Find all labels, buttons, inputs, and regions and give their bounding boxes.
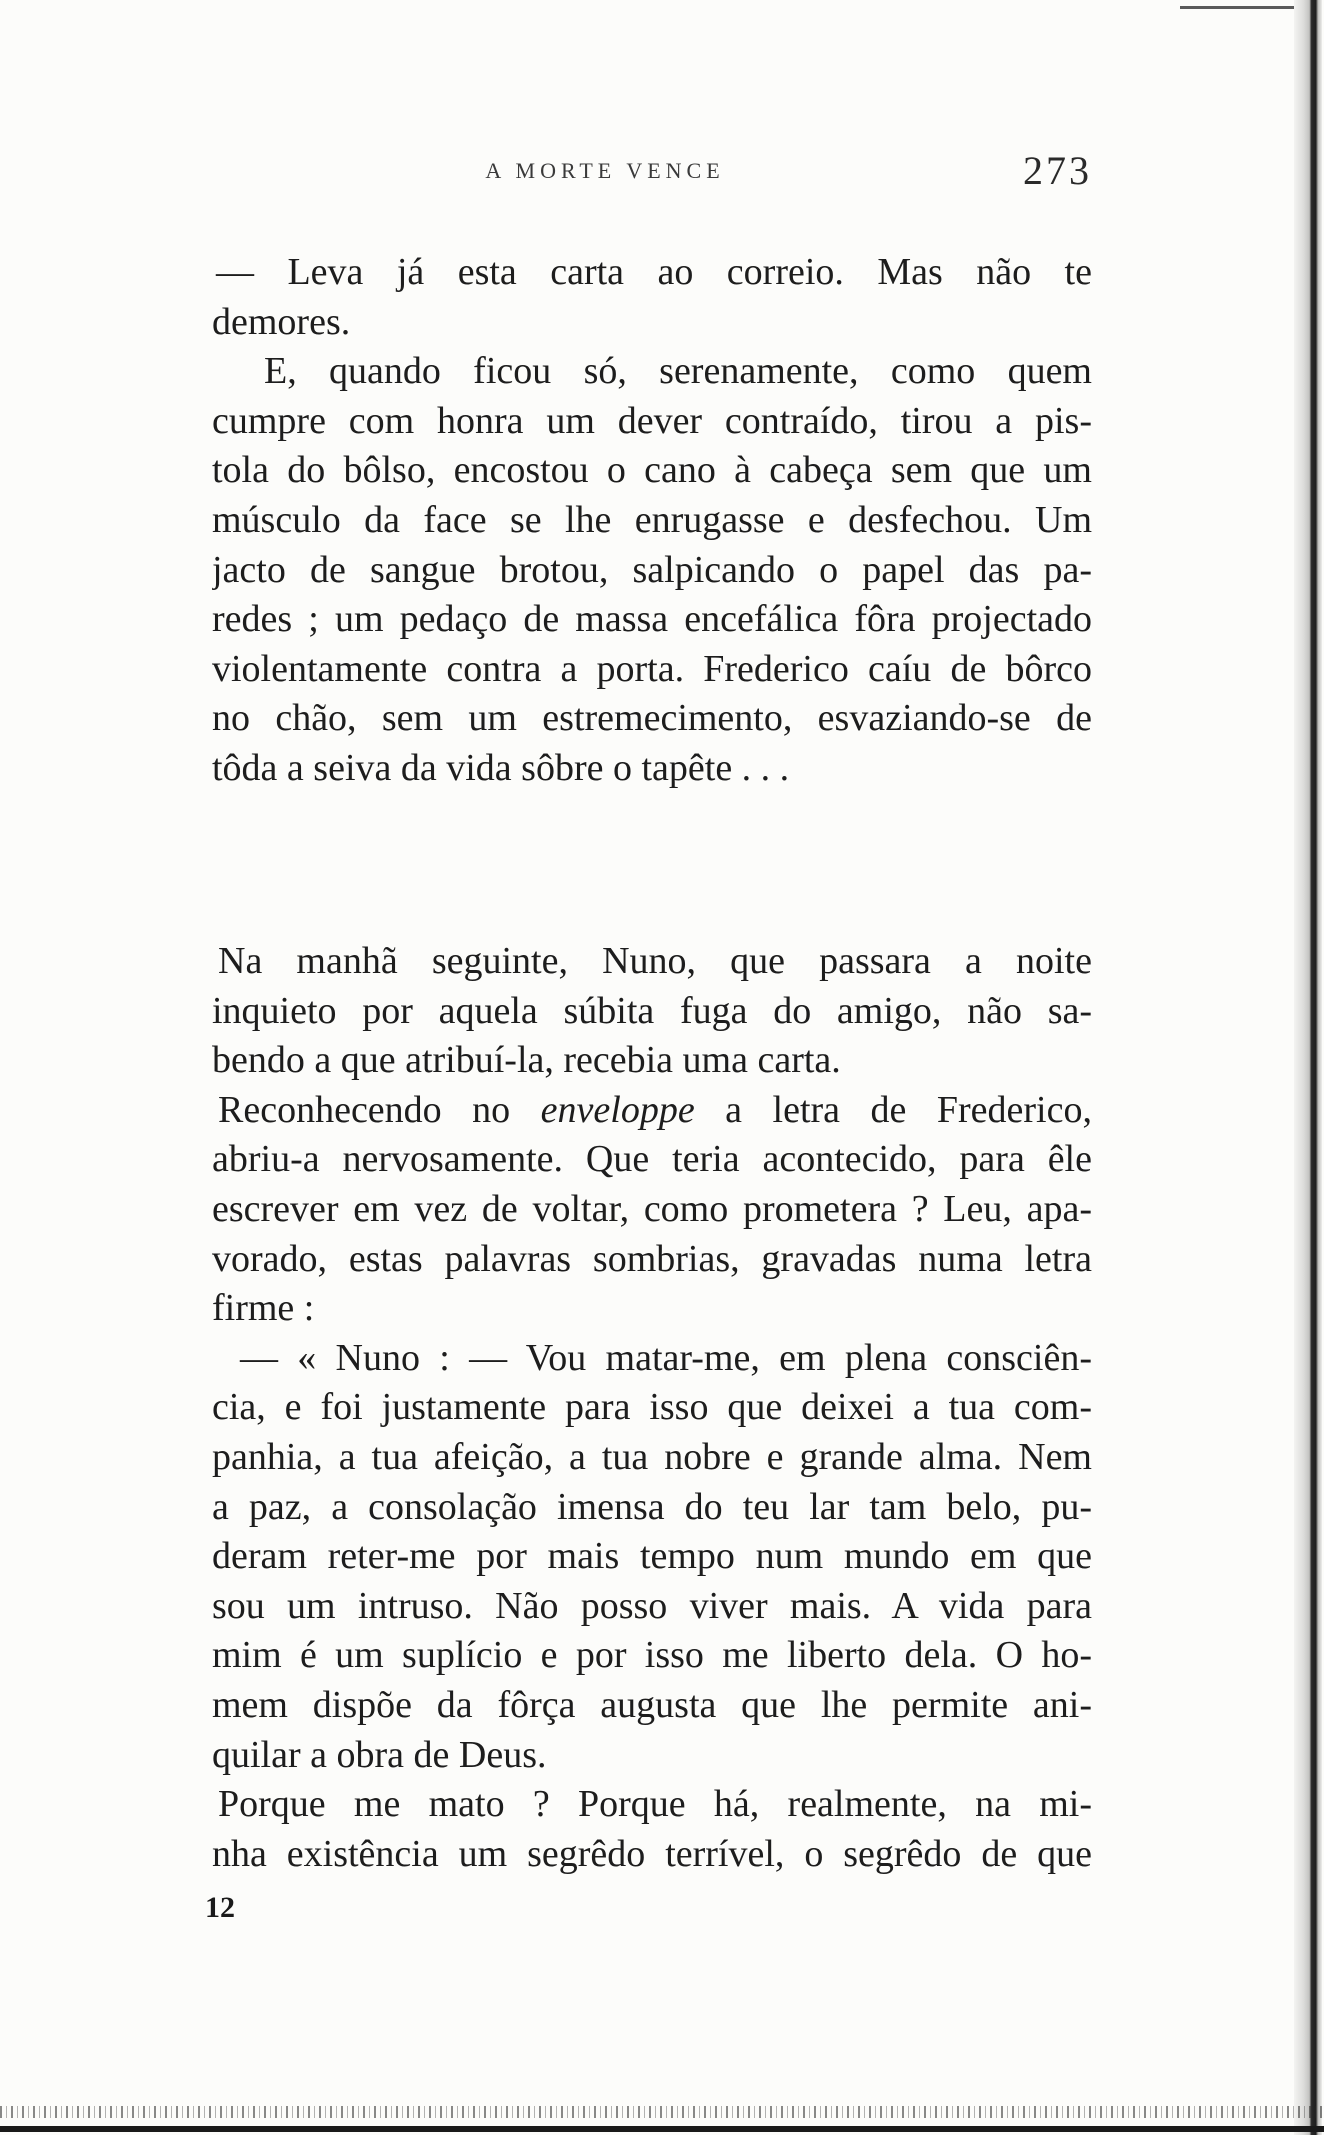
text-line: quilar a obra de Deus. — [212, 1733, 547, 1776]
italic-word: enveloppe — [540, 1088, 695, 1131]
text-line: no chão, sem um estremecimento, esvaziando-se de — [212, 697, 1092, 740]
text-line: tôda a seiva da vida sôbre o tapête . . . — [212, 746, 790, 789]
text-line: E, quando ficou só, serenamente, como quem — [264, 350, 1092, 393]
text-line: redes ; um pedaço de massa encefálica fôra projectado — [212, 598, 1092, 641]
text-line: — « Nuno : — Vou matar-me, em plena consciên- — [240, 1336, 1092, 1379]
text-line: deram reter-me por mais tempo num mundo em que — [212, 1535, 1092, 1578]
text-line: vorado, estas palavras sombrias, gravadas numa letra — [212, 1237, 1092, 1280]
text-line: jacto de sangue brotou, salpicando o papel das pa- — [212, 548, 1092, 591]
text-line: cumpre com honra um dever contraído, tirou a pis- — [212, 399, 1092, 442]
text-line: panhia, a tua afeição, a tua nobre e grande alma. Nem — [212, 1435, 1092, 1478]
text-line: demores. — [212, 300, 351, 343]
text-line: Na manhã seguinte, Nuno, que passara a noite — [218, 940, 1092, 982]
signature-mark: 12 — [205, 1891, 235, 1924]
text-line: abriu-a nervosamente. Que teria acontecido, para êle — [212, 1138, 1092, 1181]
running-header: A MORTE VENCE — [485, 158, 725, 183]
text-line: bendo a que atribuí-la, recebia uma carta. — [212, 1039, 841, 1082]
scan-noise-bottom — [0, 2106, 1324, 2118]
text-line: Porque me mato ? Porque há, realmente, na mi- — [218, 1783, 1092, 1826]
text-line: a paz, a consolação imensa do teu lar tam belo, pu- — [212, 1485, 1092, 1528]
text-segment: a letra de Frederico, — [694, 1088, 1092, 1131]
text-line: violentamente contra a porta. Frederico caíu de bôrco — [212, 647, 1092, 690]
text-line: mim é um suplício e por isso me liberto dela. O ho- — [212, 1634, 1092, 1677]
text-segment: Reconhecendo no — [218, 1088, 541, 1131]
text-line: — Leva já esta carta ao correio. Mas não te — [216, 251, 1092, 293]
text-line: cia, e foi justamente para isso que deixei a tua com- — [212, 1386, 1092, 1429]
scan-edge-right — [1294, 0, 1322, 2135]
text-line — [212, 1086, 1092, 1136]
text-line: tola do bôlso, encostou o cano à cabeça sem que um — [212, 449, 1092, 492]
scan-edge-top — [1180, 6, 1294, 9]
text-line: músculo da face se lhe enrugasse e desfechou. Um — [212, 498, 1092, 541]
text-line: escrever em vez de voltar, como prometera ? Leu, apa- — [212, 1187, 1092, 1230]
text-line: sou um intruso. Não posso viver mais. A vida para — [212, 1584, 1092, 1627]
scan-edge-bottom — [0, 2126, 1324, 2132]
text-line: inquieto por aquela súbita fuga do amigo, não sa- — [212, 989, 1092, 1032]
text-line: nha existência um segrêdo terrível, o segrêdo de que — [212, 1832, 1092, 1875]
passage-2 — [212, 937, 1092, 1879]
passage-1 — [212, 248, 1092, 794]
text-line: mem dispõe da fôrça augusta que lhe permite ani- — [212, 1683, 1092, 1726]
text-line: firme : — [212, 1287, 315, 1330]
page-number: 273 — [1023, 148, 1092, 193]
